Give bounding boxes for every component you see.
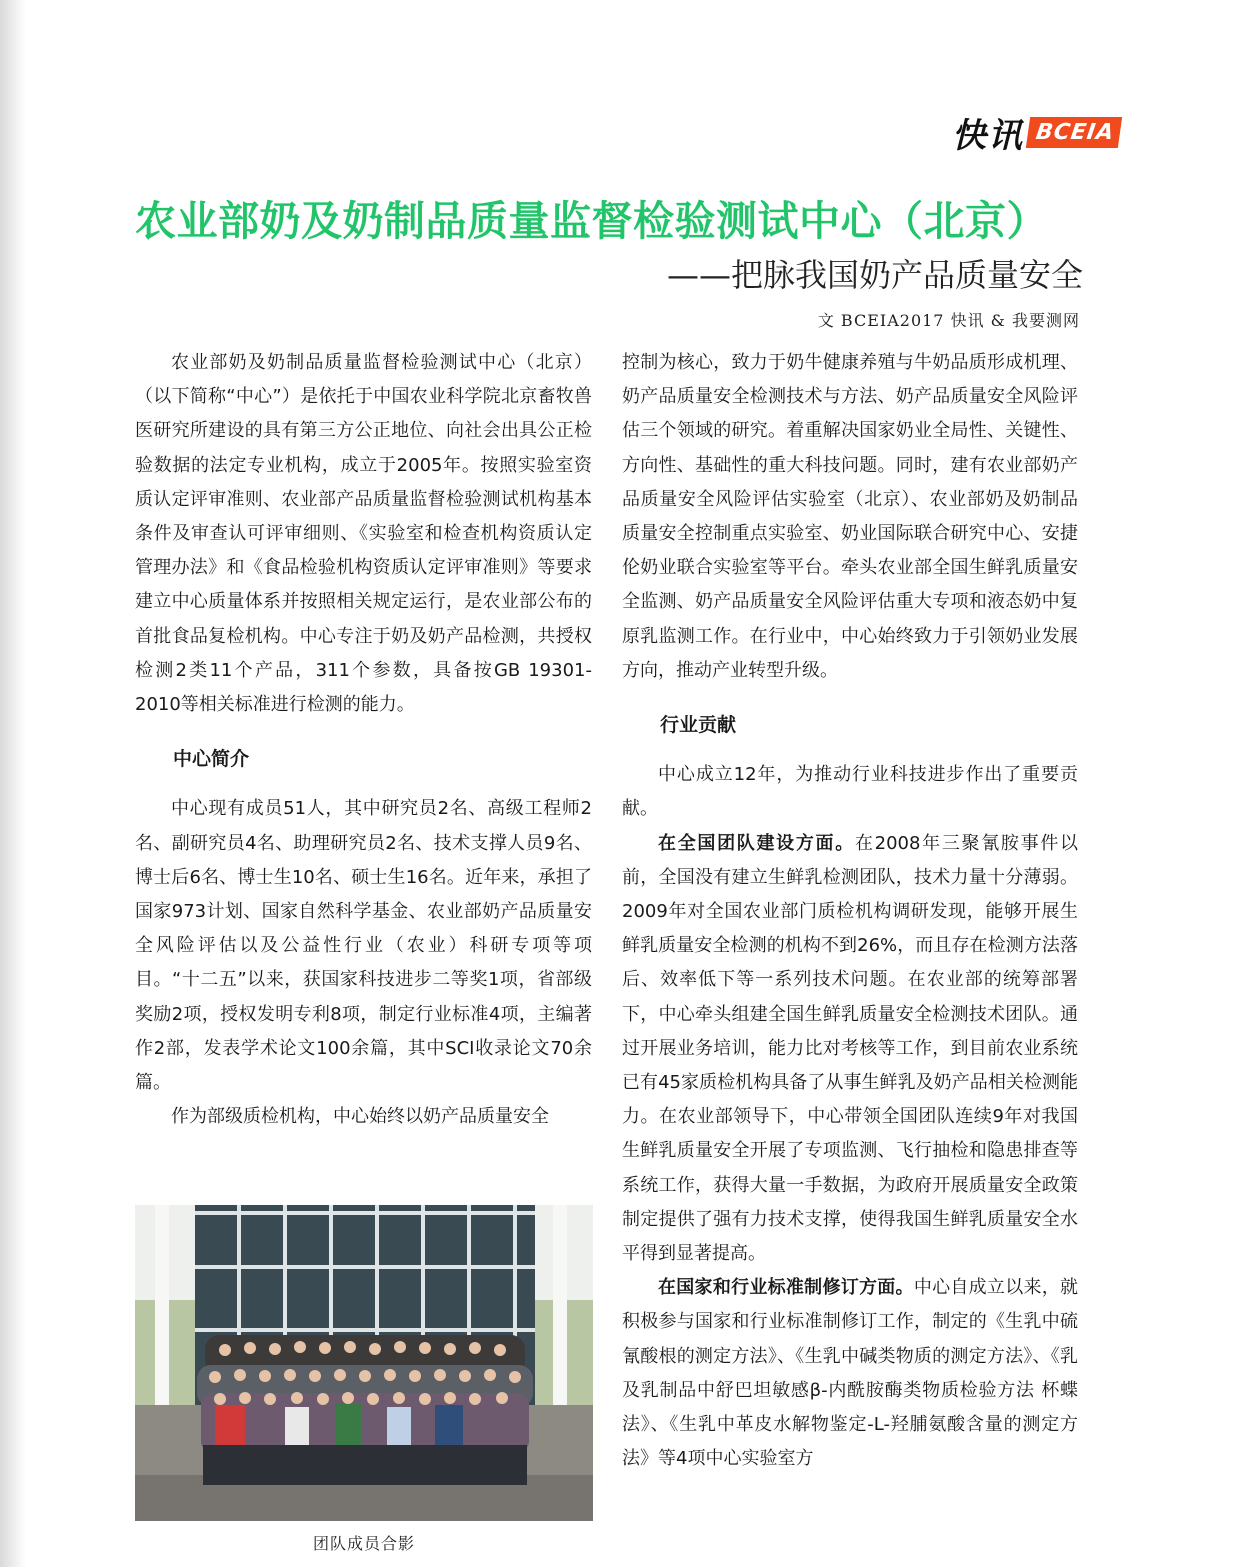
article-byline: 文 BCEIA2017 快讯 & 我要测网 [817,311,1080,330]
article-subtitle: ——把脉我国奶产品质量安全 [666,256,1083,294]
members-paragraph: 中心现有成员51人，其中研究员2名、高级工程师2名、副研究员4名、助理研究员2名、技术支撑人员9名、博士后6名、博士生10名、硕士生16名。近年来，承担了国家973计划、国家自然科学基金、农业部奶产品质量安全风险评估以及公益性行业（农业）科研专项等项目。“十二五”以来，获国家科技进步二等奖1项，省部级奖励2项，授权发明专利8项，制定行业标准4项，主编著作2部，发表学术论文100余篇，其中SCI收录论文70余篇。 [135,798,592,1094]
team-building-paragraph [622,827,1078,1272]
section-heading-contribution: 行业贡献 [660,714,737,737]
standards-text: 中心自成立以来，就积极参与国家和行业标准制修订工作，制定的《生乳中硫氰酸根的测定方法》、《生乳中碱类物质的测定方法》、《乳及乳制品中舒巴坦敏感β-内酰胺酶类物质检验方法 杯蝶法》、《生乳中革皮水解物鉴定-L-羟脯氨酸含量的测定方法》等4项中心实验室方 [622,1277,1079,1470]
brand-title: 快讯 [951,115,1024,156]
photo-caption: 团队成员合影 [312,1534,415,1553]
standards-paragraph [622,1271,1078,1476]
standards-lead: 在国家和行业标准制修订方面。 [658,1277,914,1299]
right-column [622,346,1078,1477]
intro-paragraph: 农业部奶及奶制品质量监督检验测试中心（北京）（以下简称“中心”）是依托于中国农业科学院北京畜牧兽医研究所建设的具有第三方公正地位、向社会出具公正检验数据的法定专业机构，成立于2005年。按照实验室资质认定评审准则、农业部产品质量监督检验测试机构基本条件及审查认可评审细则、《实验室和检查机构资质认定管理办法》和《食品检验机构资质认定评审准则》等要求建立中心质量体系并按照相关规定运行，是农业部公布的首批食品复检机构。中心专注于奶及奶产品检测，共授权检测2类11个产品，311个参数，具备按GB 19301-2010等相关标准进行检测的能力。 [135,352,592,716]
brand-header [951,112,1120,156]
contribution-paragraph: 中心成立12年，为推动行业科技进步作出了重要贡献。 [622,764,1078,820]
article-title: 农业部奶及奶制品质量监督检验测试中心（北京） [135,197,1048,245]
team-photo-illustration [135,1205,593,1521]
team-photo [135,1205,593,1521]
bceia-logo: BCEIA [1026,117,1123,148]
page-edge-shadow [0,0,26,1567]
team-building-lead: 在全国团队建设方面。 [658,832,855,854]
mission-paragraph-start: 作为部级质检机构，中心始终以奶产品质量安全 [171,1106,549,1128]
left-column [135,346,592,1134]
team-building-text: 在2008年三聚氰胺事件以前，全国没有建立生鲜乳检测团队，技术力量十分薄弱。2009年对全国农业部门质检机构调研发现，能够开展生鲜乳质量安全检测的机构不到26%，而且存在检测方法落后、效率低下等一系列技术问题。在农业部的统筹部署下，中心牵头组建全国生鲜乳质量安全检测技术团队。通过开展业务培训，能力比对考核等工作，到目前农业系统已有45家质检机构具备了从事生鲜乳及奶产品相关检测能力。在农业部领导下，中心带领全国团队连续9年对我国生鲜乳质量安全开展了专项监测、飞行抽检和隐患排查等系统工作，获得大量一手数据，为政府开展质量安全政策制定提供了强有力技术支撑，使得我国生鲜乳质量安全水平得到显著提高。 [622,832,1079,1265]
mission-paragraph-continued: 控制为核心，致力于奶牛健康养殖与牛奶品质形成机理、奶产品质量安全检测技术与方法、奶产品质量安全风险评估三个领域的研究。着重解决国家奶业全局性、关键性、方向性、基础性的重大科技问题。同时，建有农业部奶产品质量安全风险评估实验室（北京）、农业部奶及奶制品质量安全控制重点实验室、奶业国际联合研究中心、安捷伦奶业联合实验室等平台。牵头农业部全国生鲜乳质量安全监测、奶产品质量安全风险评估重大专项和液态奶中复原乳监测工作。在行业中，中心始终致力于引领奶业发展方向，推动产业转型升级。 [622,352,1078,681]
section-heading-intro: 中心简介 [173,748,250,771]
